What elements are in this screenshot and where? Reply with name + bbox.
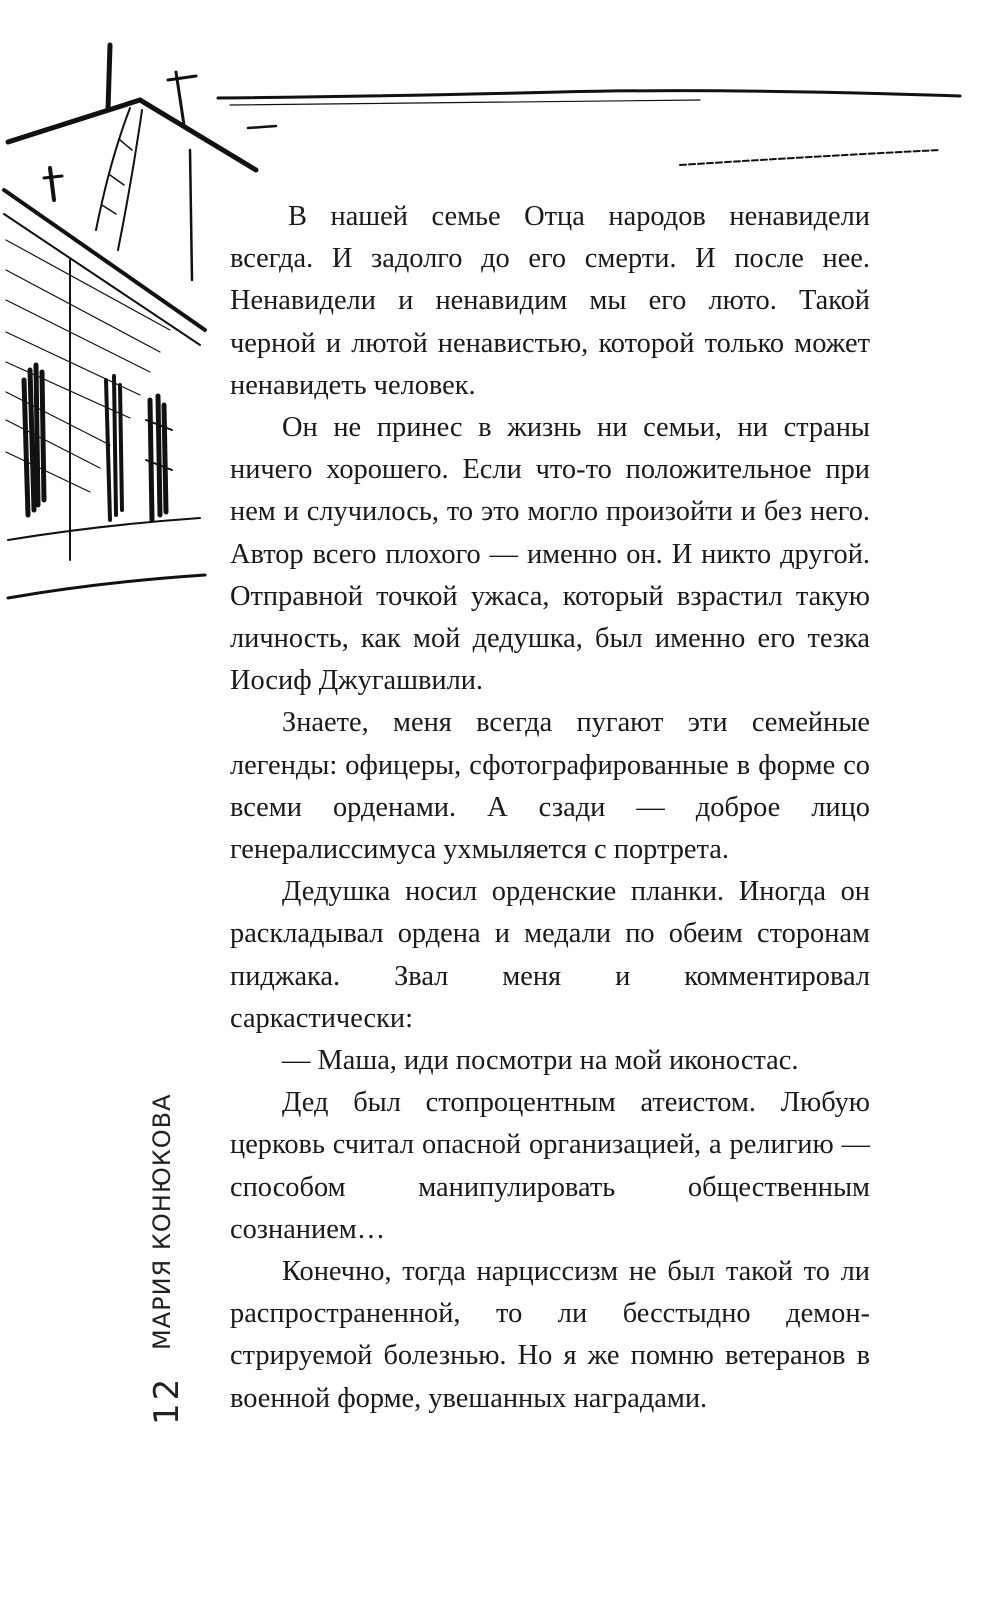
paragraph: Дедушка носил орденские планки. Иногда он раскладывал ордена и медали по обеим сторонам пиджака. Звал меня и комментировал саркастически: [230, 876, 870, 1034]
paragraph: Он не принес в жизнь ни семьи, ни страны ничего хорошего. Если что-то положительное при нем и случилось, то это могло произойти и без него. Автор всего плохого — именно он. И никто другой. Отправной точкой ужаса, который взрастил такую личность, как мой дедушка, был именно его тезка Иосиф Джугашвили. [230, 412, 870, 697]
paragraph: Дед был стопроцентным атеистом. Любую церковь считал опасной организацией, а религию — способом манипулировать общественным сознанием… [230, 1087, 870, 1245]
dark-trees [24, 365, 172, 520]
page-number: 12 [147, 1375, 187, 1425]
dialogue-line: — Маша, иди посмотри на мой иконостас. [282, 1045, 799, 1077]
body-text [230, 196, 870, 1420]
horizon-strokes [218, 91, 960, 165]
paragraph: В нашей семье Отца народов ненавидели всегда. И задолго до его смерти. И после нее. Ненавидели и ненавидим мы его люто. Такой черной и лютой ненавистью, которой только может ненавидеть человек. [230, 201, 870, 401]
paragraph: Конечно, тогда нарциссизм не был такой то ли распространенной, то ли бесстыдно демонстрируемой болезнью. Но я же помню ветеранов в военной форме, увешанных наградами. [230, 1256, 870, 1414]
paragraph: Знаете, меня всегда пугают эти семейные легенды: офицеры, сфотографированные в форме со всеми орденами. А сзади — доброе лицо генералиссимуса ухмыляется с портрета. [230, 707, 870, 866]
running-head-author: МАРИЯ КОНЮКОВА [148, 1093, 176, 1350]
